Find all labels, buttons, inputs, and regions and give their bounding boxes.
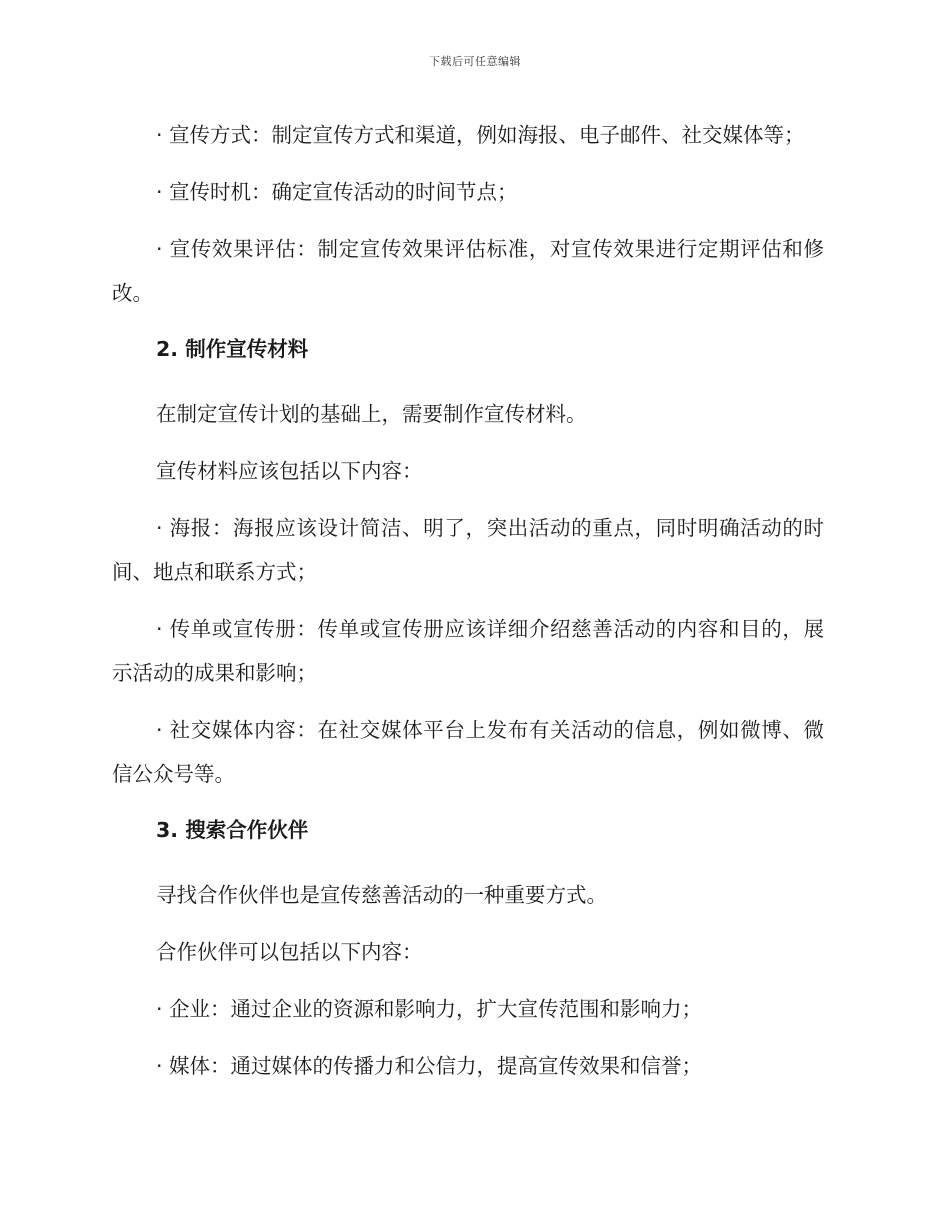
paragraph: 寻找合作伙伴也是宣传慈善活动的一种重要方式。 xyxy=(156,883,607,907)
paragraph: 合作伙伴可以包括以下内容： xyxy=(156,940,423,964)
paragraph: 宣传材料应该包括以下内容： xyxy=(156,459,423,483)
bullet-flyer: · 传单或宣传册：传单或宣传册应该详细介绍慈善活动的内容和目的，展示活动的成果和影响； xyxy=(112,617,824,685)
bullet-poster: · 海报：海报应该设计简洁、明了，突出活动的重点，同时明确活动的时间、地点和联系方式； xyxy=(112,516,824,584)
page-header: 下载后可任意编辑 xyxy=(429,55,521,68)
section-heading-3: 3. 搜索合作伙伴 xyxy=(156,818,309,842)
document-body xyxy=(112,113,824,1101)
paragraph: 在制定宣传计划的基础上，需要制作宣传材料。 xyxy=(156,402,587,426)
bullet-media: · 媒体：通过媒体的传播力和公信力，提高宣传效果和信誉； xyxy=(156,1054,703,1078)
bullet-promotion-evaluation: · 宣传效果评估：制定宣传效果评估标准，对宣传效果进行定期评估和修改。 xyxy=(112,237,824,305)
bullet-promotion-timing: · 宣传时机：确定宣传活动的时间节点； xyxy=(156,180,518,204)
section-heading-2: 2. 制作宣传材料 xyxy=(156,337,309,361)
bullet-promotion-method: · 宣传方式：制定宣传方式和渠道，例如海报、电子邮件、社交媒体等； xyxy=(156,123,805,147)
bullet-enterprise: · 企业：通过企业的资源和影响力，扩大宣传范围和影响力； xyxy=(156,997,703,1021)
bullet-social-media: · 社交媒体内容：在社交媒体平台上发布有关活动的信息，例如微博、微信公众号等。 xyxy=(112,718,824,786)
